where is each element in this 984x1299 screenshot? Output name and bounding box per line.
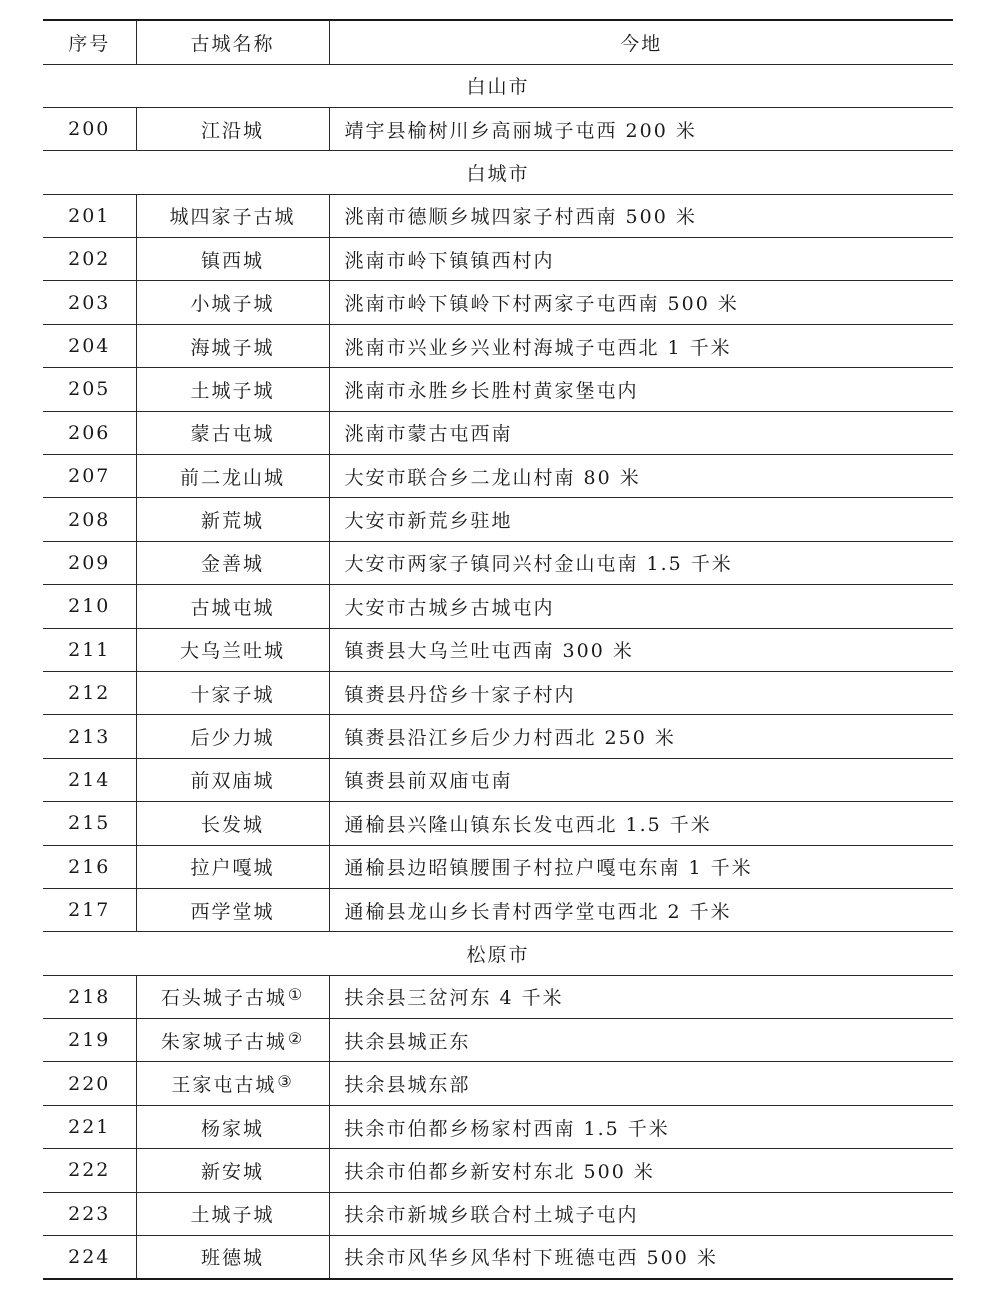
city-name: 长发城 — [200, 813, 264, 836]
cell-num: 205 — [43, 368, 136, 411]
city-name: 土城子城 — [190, 1204, 275, 1227]
cell-location: 洮南市岭下镇镇西村内 — [329, 238, 953, 281]
city-name: 班德城 — [200, 1247, 264, 1270]
region-label: 松原市 — [43, 932, 953, 975]
city-name: 古城屯城 — [190, 596, 275, 619]
city-name: 镇西城 — [200, 249, 264, 272]
cell-location: 大安市古城乡古城屯内 — [329, 585, 953, 628]
cell-name — [136, 1019, 329, 1062]
cell-num: 202 — [43, 238, 136, 281]
table-row — [43, 1192, 953, 1235]
city-name: 拉户嘎城 — [190, 857, 275, 880]
city-name: 石头城子古城 — [160, 987, 287, 1010]
cell-name — [136, 628, 329, 671]
city-name: 金善城 — [200, 553, 264, 576]
table-row — [43, 802, 953, 845]
ancient-city-table — [43, 19, 953, 1280]
table-row — [43, 975, 953, 1018]
city-name: 蒙古屯城 — [190, 423, 275, 446]
table-row — [43, 585, 953, 628]
cell-name — [136, 802, 329, 845]
table-row — [43, 715, 953, 758]
table-body — [43, 64, 953, 1279]
cell-name — [136, 324, 329, 367]
region-row — [43, 64, 953, 107]
table-row — [43, 455, 953, 498]
cell-location: 通榆县龙山乡长青村西学堂屯西北 2 千米 — [329, 888, 953, 931]
table-row — [43, 1236, 953, 1279]
cell-num: 216 — [43, 845, 136, 888]
region-row — [43, 151, 953, 194]
cell-num: 224 — [43, 1236, 136, 1279]
cell-num: 200 — [43, 107, 136, 150]
city-name: 后少力城 — [190, 727, 275, 750]
table-row — [43, 1105, 953, 1148]
cell-location: 大安市两家子镇同兴村金山屯南 1.5 千米 — [329, 541, 953, 584]
region-row — [43, 932, 953, 975]
city-name: 土城子城 — [190, 379, 275, 402]
table-row — [43, 498, 953, 541]
header-row — [43, 20, 953, 64]
cell-location: 洮南市兴业乡兴业村海城子屯西北 1 千米 — [329, 324, 953, 367]
region-label: 白城市 — [43, 151, 953, 194]
cell-name — [136, 368, 329, 411]
cell-location: 镇赉县沿江乡后少力村西北 250 米 — [329, 715, 953, 758]
cell-location: 扶余市伯都乡新安村东北 500 米 — [329, 1149, 953, 1192]
cell-name — [136, 498, 329, 541]
table-row — [43, 107, 953, 150]
cell-location: 扶余市伯都乡杨家村西南 1.5 千米 — [329, 1105, 953, 1148]
cell-num: 211 — [43, 628, 136, 671]
header-num: 序号 — [43, 20, 136, 64]
cell-num: 203 — [43, 281, 136, 324]
city-name: 新荒城 — [200, 510, 264, 533]
cell-num: 221 — [43, 1105, 136, 1148]
cell-num: 223 — [43, 1192, 136, 1235]
cell-name — [136, 1236, 329, 1279]
cell-name — [136, 1192, 329, 1235]
cell-name — [136, 411, 329, 454]
table-row — [43, 628, 953, 671]
cell-name — [136, 455, 329, 498]
table-row — [43, 888, 953, 931]
cell-location: 通榆县边昭镇腰围子村拉户嘎屯东南 1 千米 — [329, 845, 953, 888]
city-name: 朱家城子古城 — [160, 1030, 287, 1053]
table-row — [43, 238, 953, 281]
cell-name — [136, 888, 329, 931]
cell-num: 210 — [43, 585, 136, 628]
cell-num: 220 — [43, 1062, 136, 1105]
city-name: 海城子城 — [190, 336, 275, 359]
cell-name — [136, 194, 329, 237]
cell-name — [136, 845, 329, 888]
table-row — [43, 411, 953, 454]
table-header — [43, 20, 953, 64]
table-row — [43, 324, 953, 367]
cell-num: 214 — [43, 758, 136, 801]
city-name: 十家子城 — [190, 683, 275, 706]
footnote-marker: ② — [287, 1028, 305, 1048]
footnote-marker: ③ — [277, 1072, 294, 1092]
city-name: 大乌兰吐城 — [179, 640, 285, 663]
cell-name — [136, 671, 329, 714]
table-row — [43, 194, 953, 237]
table-row — [43, 758, 953, 801]
table-row — [43, 541, 953, 584]
cell-location: 大安市新荒乡驻地 — [329, 498, 953, 541]
table-row — [43, 1062, 953, 1105]
city-name: 新安城 — [200, 1160, 264, 1183]
cell-name — [136, 975, 329, 1018]
city-name: 西学堂城 — [190, 900, 275, 923]
table-row — [43, 845, 953, 888]
cell-location: 扶余县城正东 — [329, 1019, 953, 1062]
table-row — [43, 671, 953, 714]
cell-num: 207 — [43, 455, 136, 498]
city-name: 城四家子古城 — [169, 206, 296, 229]
cell-name — [136, 758, 329, 801]
cell-name — [136, 1149, 329, 1192]
cell-num: 204 — [43, 324, 136, 367]
cell-location: 通榆县兴隆山镇东长发屯西北 1.5 千米 — [329, 802, 953, 845]
cell-num: 218 — [43, 975, 136, 1018]
city-name: 小城子城 — [190, 293, 275, 316]
cell-location: 洮南市德顺乡城四家子村西南 500 米 — [329, 194, 953, 237]
cell-name — [136, 107, 329, 150]
header-name: 古城名称 — [136, 20, 329, 64]
cell-location: 镇赉县丹岱乡十家子村内 — [329, 671, 953, 714]
cell-location: 扶余县三岔河东 4 千米 — [329, 975, 953, 1018]
table-row — [43, 1019, 953, 1062]
cell-num: 208 — [43, 498, 136, 541]
cell-location: 扶余市风华乡风华村下班德屯西 500 米 — [329, 1236, 953, 1279]
cell-num: 213 — [43, 715, 136, 758]
cell-location: 洮南市永胜乡长胜村黄家堡屯内 — [329, 368, 953, 411]
cell-name — [136, 1105, 329, 1148]
cell-name — [136, 585, 329, 628]
cell-name — [136, 541, 329, 584]
cell-name — [136, 1062, 329, 1105]
cell-name — [136, 281, 329, 324]
cell-num: 222 — [43, 1149, 136, 1192]
cell-num: 209 — [43, 541, 136, 584]
city-name: 杨家城 — [200, 1117, 264, 1140]
city-name: 江沿城 — [200, 119, 264, 142]
region-label: 白山市 — [43, 64, 953, 107]
footnote-marker: ① — [287, 985, 305, 1005]
table-row — [43, 368, 953, 411]
city-name: 前二龙山城 — [179, 466, 285, 489]
city-name: 王家屯古城 — [171, 1074, 277, 1097]
city-name: 前双庙城 — [190, 770, 275, 793]
cell-num: 201 — [43, 194, 136, 237]
cell-num: 206 — [43, 411, 136, 454]
cell-num: 212 — [43, 671, 136, 714]
cell-location: 扶余市新城乡联合村土城子屯内 — [329, 1192, 953, 1235]
cell-name — [136, 715, 329, 758]
table-row — [43, 281, 953, 324]
cell-location: 大安市联合乡二龙山村南 80 米 — [329, 455, 953, 498]
cell-location: 洮南市岭下镇岭下村两家子屯西南 500 米 — [329, 281, 953, 324]
cell-location: 镇赉县前双庙屯南 — [329, 758, 953, 801]
cell-location: 靖宇县榆树川乡高丽城子屯西 200 米 — [329, 107, 953, 150]
cell-num: 215 — [43, 802, 136, 845]
table-row — [43, 1149, 953, 1192]
cell-location: 镇赉县大乌兰吐屯西南 300 米 — [329, 628, 953, 671]
cell-location: 洮南市蒙古屯西南 — [329, 411, 953, 454]
cell-location: 扶余县城东部 — [329, 1062, 953, 1105]
cell-name — [136, 238, 329, 281]
cell-num: 219 — [43, 1019, 136, 1062]
header-location: 今地 — [329, 20, 953, 64]
cell-num: 217 — [43, 888, 136, 931]
